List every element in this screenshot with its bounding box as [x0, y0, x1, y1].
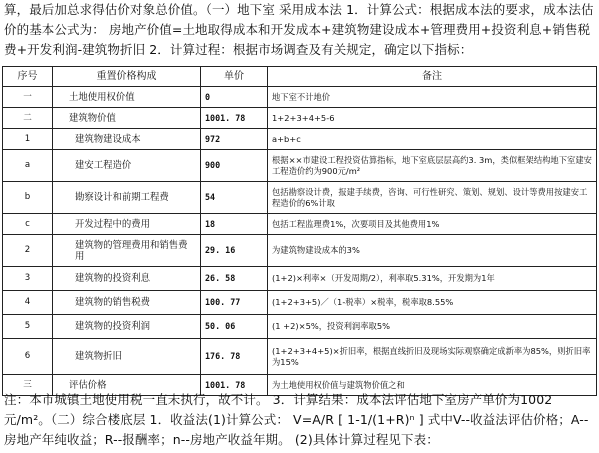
table-row: [3, 108, 597, 129]
table-row: [3, 150, 597, 182]
row-seq: 二: [3, 108, 53, 129]
table-row: [3, 129, 597, 150]
row-seq: 5: [3, 315, 53, 339]
table-row: [3, 235, 597, 267]
row-name: 建筑物的管理费用和销售费用: [53, 235, 201, 267]
row-name: 开发过程中的费用: [53, 214, 201, 235]
row-note: 地下室不计地价: [268, 87, 597, 108]
row-note: (1 +2)×5%，投资利润率取5%: [268, 315, 597, 339]
header-price: 单价: [201, 67, 268, 87]
valuation-table: [2, 66, 597, 396]
table-row: [3, 87, 597, 108]
row-seq: 一: [3, 87, 53, 108]
row-price: 50. 06: [201, 315, 268, 339]
row-note: a+b+c: [268, 129, 597, 150]
header-seq: 序号: [3, 67, 53, 87]
row-seq: 6: [3, 339, 53, 375]
row-price: 26. 58: [201, 267, 268, 291]
row-seq: b: [3, 182, 53, 214]
row-note: 包括工程监理费1%，次要项目及其他费用1%: [268, 214, 597, 235]
header-component: 重置价格构成: [53, 67, 201, 87]
row-name: 土地使用权价值: [53, 87, 201, 108]
row-price: 1001. 78: [201, 375, 268, 396]
row-note: 包括勘察设计费，报建手续费，咨询、可行性研究、策划、规划、设计等费用按建安工程造价的6%计取: [268, 182, 597, 214]
row-seq: 三: [3, 375, 53, 396]
table-row: [3, 315, 597, 339]
row-note: 为土地使用权价值与建筑物价值之和: [268, 375, 597, 396]
row-price: 0: [201, 87, 268, 108]
row-name: 建筑物的投资利息: [53, 267, 201, 291]
row-name: 勘察设计和前期工程费: [53, 182, 201, 214]
row-note: (1+2+3+5)／（1-税率）×税率，税率取8.55%: [268, 291, 597, 315]
intro-paragraph: 算，最后加总求得估价对象总价值。（一）地下室 采用成本法 1．计算公式：根据成本法的要求，成本法估价的基本公式为： 房地产价值=土地取得成本和开发成本+建筑物建设成本+管理费用+投资利息+销售税费+开发利润-建筑物折旧 2．计算过程：根据市场调查及有关规定，确定以下指标：: [4, 2, 594, 57]
row-name: 建筑物折旧: [53, 339, 201, 375]
row-note: 为建筑物建设成本的3%: [268, 235, 597, 267]
row-note: (1+2)×利率×（开发周期/2），利率取5.31%，开发期为1年: [268, 267, 597, 291]
row-seq: 1: [3, 129, 53, 150]
row-seq: 3: [3, 267, 53, 291]
note-paragraph: 注：本市城镇土地使用税一直未执行，故不计。 3．计算结果：成本法评估地下室房产单价为1002元/m²。（二）综合楼底层 1．收益法(1)计算公式： V=A/R [ 1-1/(1+R)ⁿ ] 式中V--收益法评估价格；A--房地产年纯收益；R--报酬率；n--房地产收益年期。 (2)具体计算过程见下表：: [4, 392, 589, 447]
row-name: 评估价格: [53, 375, 201, 396]
row-name: 建筑物价值: [53, 108, 201, 129]
row-note: 根据××市建设工程投资估算指标，地下室底层层高约3. 3m，类似框架结构地下室建安工程造价约为900元/m²: [268, 150, 597, 182]
row-price: 54: [201, 182, 268, 214]
row-price: 100. 77: [201, 291, 268, 315]
row-name: 建筑物的投资利润: [53, 315, 201, 339]
table-row: [3, 339, 597, 375]
row-name: 建筑物的销售税费: [53, 291, 201, 315]
row-price: 1001. 78: [201, 108, 268, 129]
row-seq: c: [3, 214, 53, 235]
row-seq: a: [3, 150, 53, 182]
row-price: 29. 16: [201, 235, 268, 267]
row-note: 1+2+3+4+5-6: [268, 108, 597, 129]
row-price: 972: [201, 129, 268, 150]
table-row: [3, 291, 597, 315]
row-name: 建安工程造价: [53, 150, 201, 182]
row-price: 176. 78: [201, 339, 268, 375]
header-note: 备注: [268, 67, 597, 87]
table-header-row: [3, 67, 597, 87]
row-note: (1+2+3+4+5)×折旧率，根据直线折旧及现场实际观察确定成新率为85%，则折旧率为15%: [268, 339, 597, 375]
row-price: 18: [201, 214, 268, 235]
row-seq: 2: [3, 235, 53, 267]
row-name: 建筑物建设成本: [53, 129, 201, 150]
table-row: [3, 267, 597, 291]
row-price: 900: [201, 150, 268, 182]
row-seq: 4: [3, 291, 53, 315]
table-row: [3, 182, 597, 214]
table-row: [3, 214, 597, 235]
